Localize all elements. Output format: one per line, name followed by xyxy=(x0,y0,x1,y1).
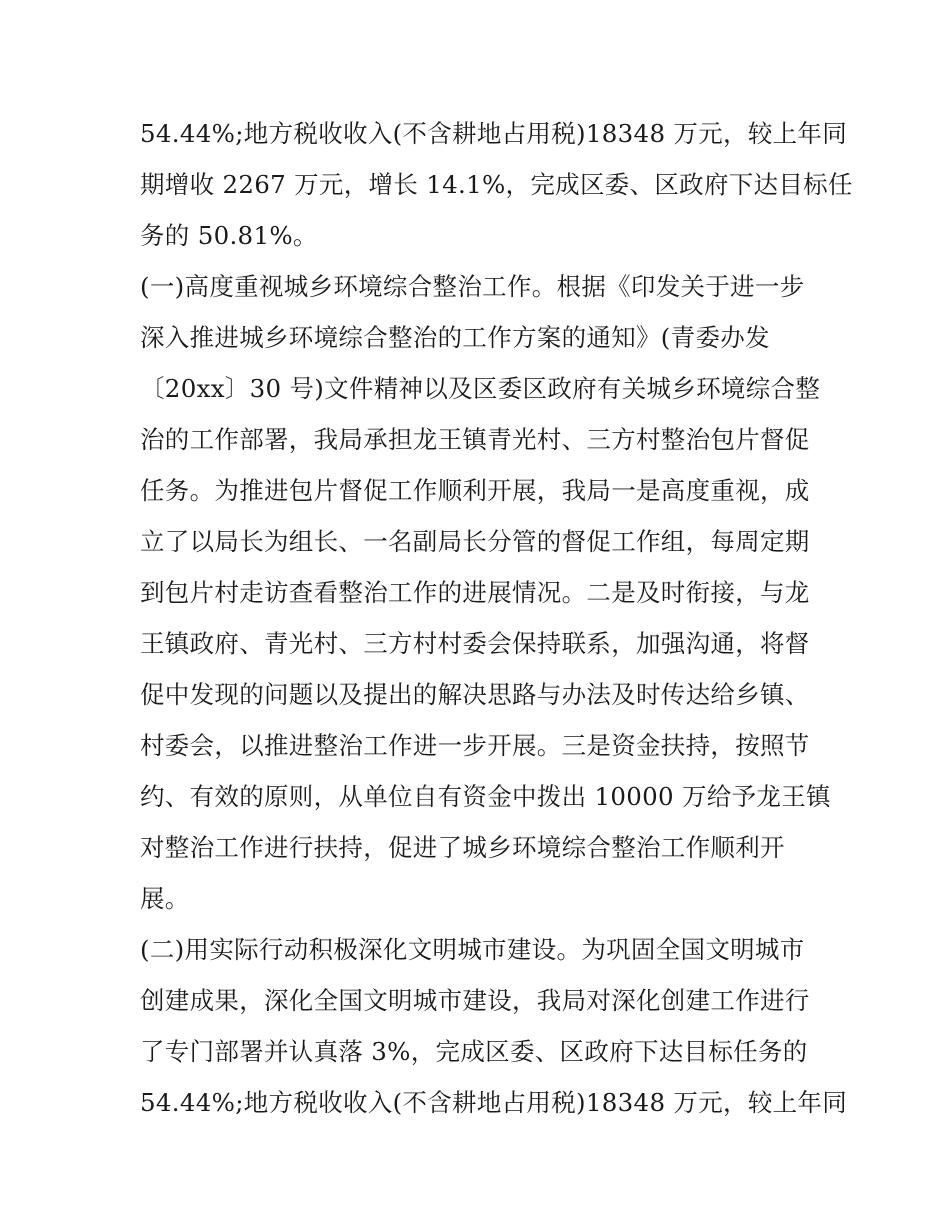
text-line: 〔20xx〕30 号)文件精神以及区委区政府有关城乡环境综合整 xyxy=(140,374,821,403)
text-line: 立了以局长为组长、一名副局长分管的督促工作组，每周定期 xyxy=(140,527,810,556)
text-line: 约、有效的原则，从单位自有资金中拨出 10000 万给予龙王镇 xyxy=(140,782,831,811)
text-line: 务的 50.81%。 xyxy=(140,221,318,250)
text-line: 任务。为推进包片督促工作顺利开展，我局一是高度重视，成 xyxy=(140,476,810,505)
text-line: 期增收 2267 万元，增长 14.1%，完成区委、区政府下达目标任 xyxy=(140,170,853,199)
text-line: 到包片村走访查看整治工作的进展情况。二是及时衔接，与龙 xyxy=(140,578,810,607)
text-line: (一)高度重视城乡环境综合整治工作。根据《印发关于进一步 xyxy=(140,272,805,301)
text-line: 王镇政府、青光村、三方村村委会保持联系，加强沟通，将督 xyxy=(140,629,810,658)
text-line: 村委会，以推进整治工作进一步开展。三是资金扶持，按照节 xyxy=(140,731,810,760)
text-line: 了专门部署并认真落 3%，完成区委、区政府下达目标任务的 xyxy=(140,1037,808,1066)
text-line: 促中发现的问题以及提出的解决思路与办法及时传达给乡镇、 xyxy=(140,680,810,709)
text-line: (二)用实际行动积极深化文明城市建设。为巩固全国文明城市 xyxy=(140,935,805,964)
body-text xyxy=(140,108,853,1128)
text-line: 54.44%;地方税收收入(不含耕地占用税)18348 万元，较上年同 xyxy=(140,1088,848,1117)
text-line: 治的工作部署，我局承担龙王镇青光村、三方村整治包片督促 xyxy=(140,425,810,454)
text-line: 深入推进城乡环境综合整治的工作方案的通知》(青委办发 xyxy=(140,323,770,352)
text-line: 54.44%;地方税收收入(不含耕地占用税)18348 万元，较上年同 xyxy=(140,119,848,148)
text-line: 创建成果，深化全国文明城市建设，我局对深化创建工作进行 xyxy=(140,986,810,1015)
text-line: 展。 xyxy=(140,884,190,913)
text-line: 对整治工作进行扶持，促进了城乡环境综合整治工作顺利开 xyxy=(140,833,785,862)
